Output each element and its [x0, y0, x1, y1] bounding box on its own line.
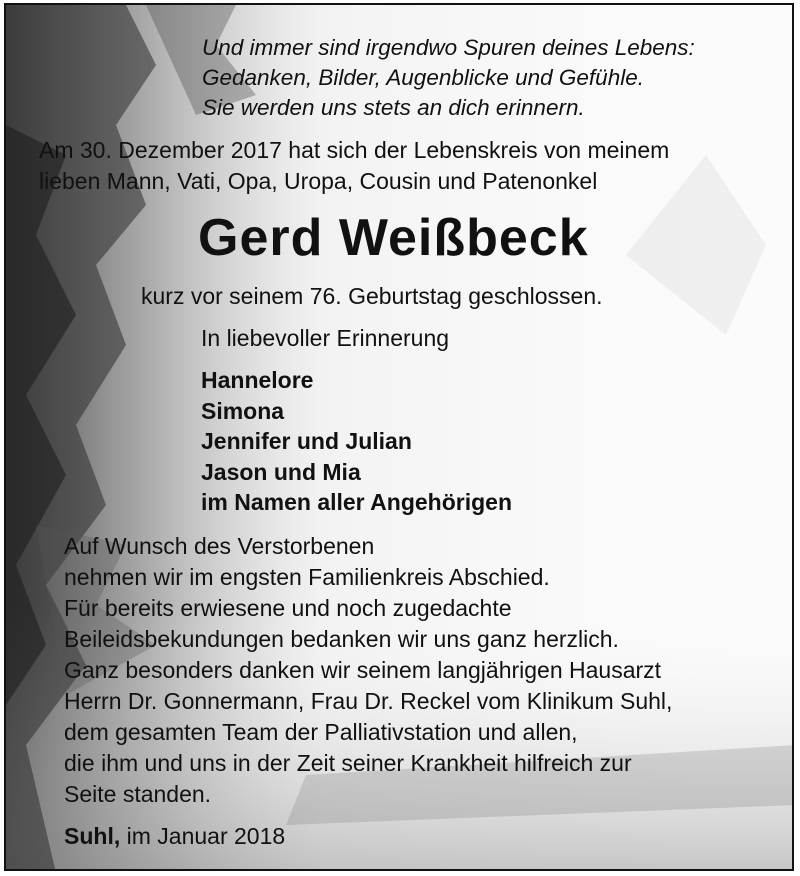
footer-place: Suhl, [64, 823, 121, 849]
message-line: nehmen wir im engsten Familienkreis Abschied. [64, 564, 550, 590]
message-line: Herrn Dr. Gonnermann, Frau Dr. Reckel vom Klinikum Suhl, [64, 688, 673, 714]
remembrance-line: In liebevoller Erinnerung [201, 325, 450, 351]
message-line: Für bereits erwiesene und noch zugedachte [64, 595, 512, 621]
mourner-name: Hannelore [201, 367, 314, 393]
message-line: Ganz besonders danken wir seinem langjährigen Hausarzt [64, 657, 662, 683]
footer-place-date [64, 821, 285, 851]
obituary-notice [4, 3, 794, 871]
message-line: die ihm und uns in der Zeit seiner Krankheit hilfreich zur [64, 750, 632, 776]
message-line: Beileidsbekundungen bedanken wir uns ganz herzlich. [64, 626, 619, 652]
mourner-name: Jennifer und Julian [201, 428, 412, 454]
mourner-name: im Namen aller Angehörigen [201, 489, 512, 515]
deceased-name: Gerd Weißbeck [198, 209, 589, 267]
message-line: Auf Wunsch des Verstorbenen [64, 533, 375, 559]
message-line: Seite standen. [64, 781, 212, 807]
message-line: dem gesamten Team der Palliativstation und allen, [64, 719, 578, 745]
poem-line: Sie werden uns stets an dich erinnern. [202, 95, 585, 120]
poem-line: Und immer sind irgendwo Spuren deines Lebens: [202, 35, 695, 60]
mourner-name: Simona [201, 398, 285, 424]
intro-line: lieben Mann, Vati, Opa, Uropa, Cousin und Patenonkel [39, 168, 598, 194]
closing-line: kurz vor seinem 76. Geburtstag geschlossen. [141, 283, 603, 309]
mourner-name: Jason und Mia [201, 459, 361, 485]
intro-line: Am 30. Dezember 2017 hat sich der Lebenskreis von meinem [39, 137, 670, 163]
poem-line: Gedanken, Bilder, Augenblicke und Gefühle. [202, 65, 644, 90]
footer-date: im Januar 2018 [126, 823, 286, 849]
